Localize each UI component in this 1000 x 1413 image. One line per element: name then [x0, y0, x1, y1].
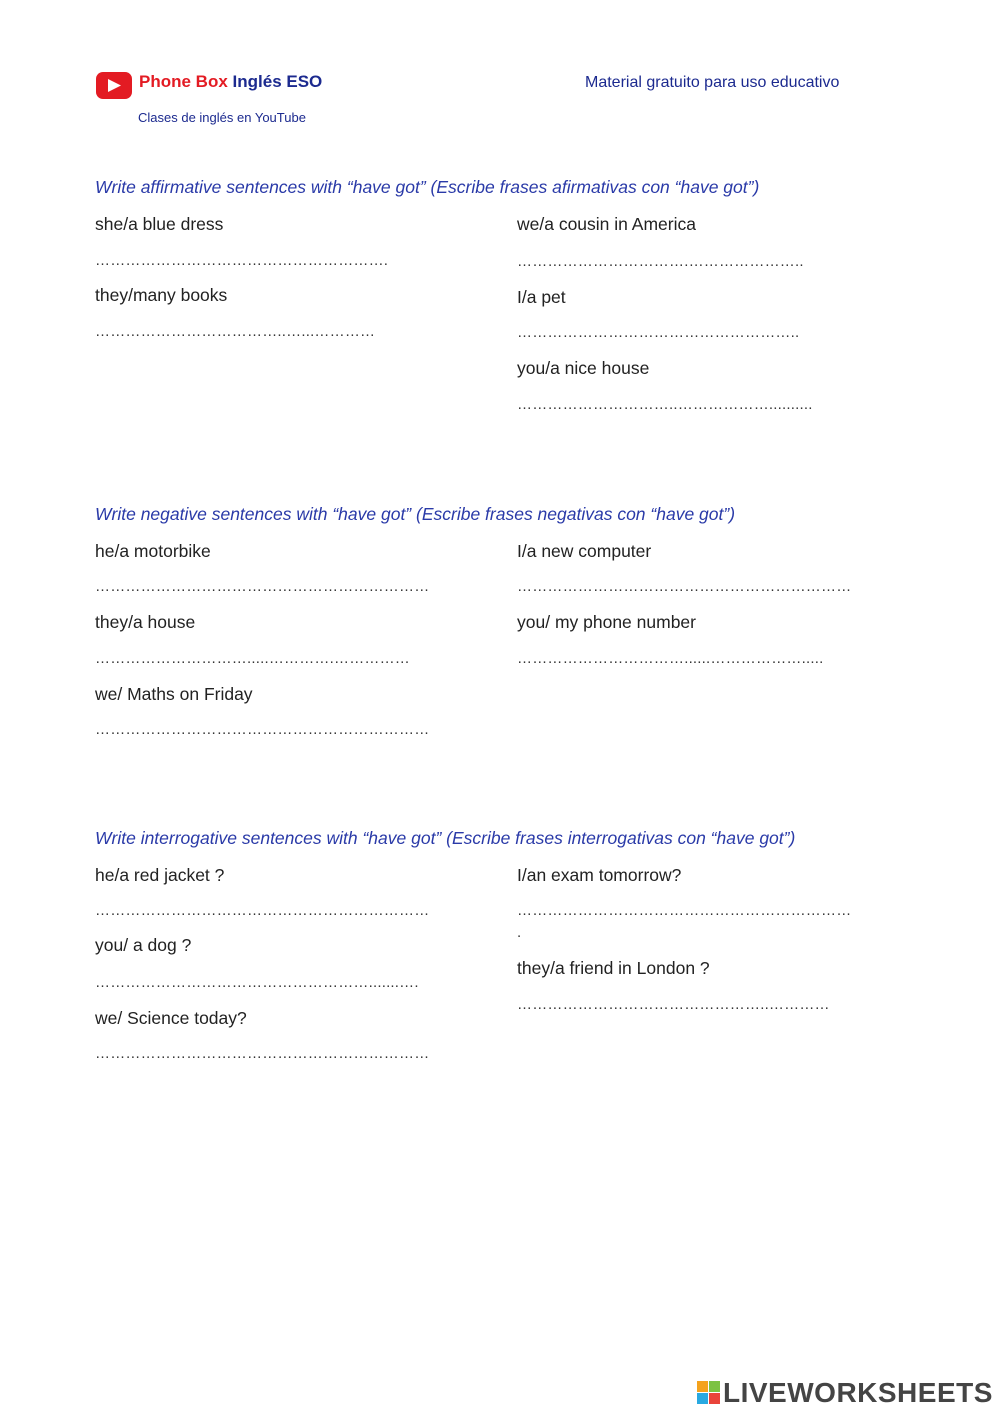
exercise-prompt: we/ Maths on Friday — [95, 684, 253, 704]
exercise-prompt: you/a nice house — [517, 358, 650, 378]
answer-line[interactable]: …………………………………………………. — [95, 252, 389, 269]
exercise-prompt: I/an exam tomorrow? — [517, 865, 682, 885]
answer-line[interactable]: ………………………………………………………… — [95, 1045, 430, 1062]
header-right-text: Material gratuito para uso educativo — [585, 74, 840, 91]
exercise-prompt: they/a friend in London ? — [517, 958, 710, 978]
brand-name-blue: Inglés ESO — [232, 72, 323, 91]
answer-line[interactable]: ………………………………………………………… — [95, 578, 430, 595]
exercise-prompt: he/a motorbike — [95, 541, 211, 561]
brand-name-red: Phone Box — [139, 72, 228, 91]
answer-line[interactable]: ………………………………………………………… — [95, 902, 430, 919]
answer-line[interactable]: …………………………….………………….. — [517, 253, 804, 270]
answer-line[interactable]: ………………………………..…...………… — [95, 323, 376, 340]
exercise-prompt: we/a cousin in America — [517, 214, 696, 234]
answer-line[interactable]: ………………………….....………….…………… — [95, 650, 411, 667]
section-affirmative-instruction: Write affirmative sentences with “have got” (Escribe frases afirmativas con “have got”) — [95, 177, 760, 197]
liveworksheets-logo-text: LIVEWORKSHEETS — [723, 1377, 993, 1408]
answer-line[interactable]: ……………………………………………….. — [517, 324, 800, 341]
answer-line[interactable]: ……………………………………………….......…. — [95, 974, 419, 991]
answer-line[interactable]: ………………………………………………………… — [517, 578, 852, 595]
exercise-prompt: you/ a dog ? — [95, 935, 192, 955]
brand-subtitle: Clases de inglés en YouTube — [138, 110, 306, 125]
answer-line[interactable]: ………………………………………………………… — [517, 902, 852, 919]
brand-title — [139, 72, 322, 92]
exercise-prompt: you/ my phone number — [517, 612, 696, 632]
section-negative-instruction: Write negative sentences with “have got” (Escribe frases negativas con “have got”) — [95, 504, 736, 524]
youtube-play-icon — [96, 72, 132, 99]
answer-line[interactable]: …………………………………………..………… — [517, 996, 830, 1013]
section-interrogative-instruction: Write interrogative sentences with “have got” (Escribe frases interrogativas con “have got”) — [95, 828, 796, 848]
answer-line-continuation: . — [517, 924, 522, 941]
exercise-prompt: he/a red jacket ? — [95, 865, 225, 885]
exercise-prompt: I/a pet — [517, 287, 566, 307]
exercise-prompt: I/a new computer — [517, 541, 652, 561]
exercise-prompt: she/a blue dress — [95, 214, 224, 234]
answer-line[interactable]: …………………………..……………….......... — [517, 396, 813, 413]
answer-line[interactable]: ………………………………………………………… — [95, 721, 430, 738]
exercise-prompt: they/many books — [95, 285, 228, 305]
exercise-prompt: they/a house — [95, 612, 196, 632]
liveworksheets-logo-icon — [697, 1381, 721, 1405]
exercise-prompt: we/ Science today? — [95, 1008, 247, 1028]
answer-line[interactable]: ……………………………......………………..... — [517, 650, 824, 667]
